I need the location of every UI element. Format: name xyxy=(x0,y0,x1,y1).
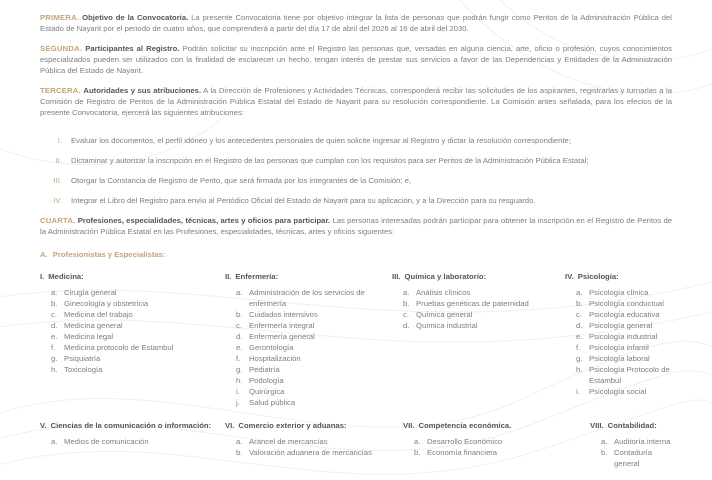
attribution-2-text: Dictaminar y autorizar la inscripción en el Registro de las personas que cumplan con los requisitos para ser Peritos de la Administración Pública Estatal; xyxy=(71,156,589,165)
column-psicologia xyxy=(565,271,672,397)
attribution-item-4 xyxy=(40,195,640,206)
section-cuarta-title: Profesiones, especialidades, técnicas, artes y oficios para participar. xyxy=(77,216,331,225)
section-primera-body: La presente Convocatoria tiene por objetivo integrar la lista de personas que podrán fungir como Peritos de la Administración Pública del Estado de Nayarit por el periodo de cuatro años, que comprenderá a partir del día 17 de abril del 2026 al 16 de abril del 2030. xyxy=(40,13,672,33)
section-tercera-body: A la Dirección de Profesiones y Actividades Técnicas, corresponderá recibir las solicitudes de los aspirantes, registrarlas y turnarlas a la Comisión de Registro de Peritos de la Administración Pública Estatal del Estado de Nayarit para su resolución correspondiente. La Comisión antes señalada, para los efectos de la presente Convocatoria, ejercerá las siguientes atribuciones: xyxy=(40,86,673,117)
column-contabilidad-header xyxy=(590,420,672,431)
profession-item: i. Psicología social xyxy=(576,387,647,396)
profession-item: a. Medios de comunicación xyxy=(51,437,149,446)
column-enfermeria xyxy=(225,271,387,408)
attribution-item-2 xyxy=(40,155,640,166)
profession-item: b. Cuidados intensivos xyxy=(236,310,318,319)
column-comercio-exterior xyxy=(225,420,398,458)
column-psicologia-numeral: IV. xyxy=(565,272,574,281)
attribution-4-text: Integrar el Libro del Registro para envío al Periódico Oficial del Estado de Nayarit para su aplicación, y a la Dirección para su resguardo. xyxy=(71,196,536,205)
profession-item: a. Administración de los servicios de enfermería xyxy=(236,288,365,308)
professions-grid-row-2 xyxy=(40,420,672,480)
profession-item: c. Medicina del trabajo xyxy=(51,310,133,319)
profession-item: c. Enfermería integral xyxy=(236,321,315,330)
professions-grid-row-1 xyxy=(40,271,672,409)
column-comercio-exterior-title: Comercio exterior y aduanas: xyxy=(238,421,347,430)
section-segunda-numeral: SEGUNDA. xyxy=(40,44,83,53)
column-enfermeria-title: Enfermería: xyxy=(235,272,279,281)
category-a-title: Profesionistas y Especialistas: xyxy=(52,250,166,259)
attribution-item-1 xyxy=(40,135,640,146)
column-competencia-economica-numeral: VII. xyxy=(403,421,415,430)
attribution-1-text: Evaluar los documentos, el perfil idóneo y los antecedentes personales de quien solicite ingresar al Registro y dictar la resolución correspondiente; xyxy=(71,136,571,145)
column-comercio-exterior-numeral: VI. xyxy=(225,421,235,430)
profession-item: h. Podología xyxy=(236,376,284,385)
profession-item: g. Psicología laboral xyxy=(576,354,650,363)
profession-item: j. Salud pública xyxy=(236,398,296,407)
profession-item: f. Medicina protocolo de Estambul xyxy=(51,343,174,352)
profession-item: b. Psicología conductual xyxy=(576,299,664,308)
column-comunicacion xyxy=(40,420,220,447)
profession-item: a. Análisis clínicos xyxy=(403,288,471,297)
profession-item: d. Medicina general xyxy=(51,321,123,330)
column-quimica-title: Química y laboratorio: xyxy=(404,272,487,281)
section-cuarta-body: Las personas interesadas podrán participar para obtener la inscripción en el Registro de Peritos de la Administración Pública Estatal en las Profesiones, especialidades, técnicas, artes y oficios siguientes: xyxy=(40,216,672,236)
profession-item: g. Psiquiatría xyxy=(51,354,101,363)
section-primera-title: Objetivo de la Convocatoria. xyxy=(82,13,189,22)
column-contabilidad xyxy=(590,420,672,469)
profession-item: c. Psicología educativa xyxy=(576,310,660,319)
attribution-2-numeral: II. xyxy=(55,156,62,165)
attribution-3-numeral: III. xyxy=(53,176,62,185)
column-contabilidad-numeral: VIII. xyxy=(590,421,604,430)
attribution-item-3 xyxy=(40,175,640,186)
profession-item: a. Cirugía general xyxy=(51,288,117,297)
profession-item: e. Gerontología xyxy=(236,343,294,352)
column-comunicacion-title: Ciencias de la comunicación o información: xyxy=(50,421,212,430)
section-segunda xyxy=(40,43,672,76)
profession-item: g. Pediatría xyxy=(236,365,280,374)
profession-item: e. Medicina legal xyxy=(51,332,114,341)
attribution-3-text: Otorgar la Constancia de Registro de Perito, que será firmada por los integrantes de la Comisión; e, xyxy=(71,176,412,185)
profession-item: a. Psicología clínica xyxy=(576,288,649,297)
column-psicologia-header xyxy=(565,271,672,282)
profession-item: a. Desarrollo Económico xyxy=(414,437,503,446)
column-enfermeria-numeral: II. xyxy=(225,272,232,281)
section-primera-numeral: PRIMERA. xyxy=(40,13,80,22)
attribution-1-numeral: I. xyxy=(57,136,62,145)
column-medicina xyxy=(40,271,220,375)
column-comercio-exterior-header xyxy=(225,420,398,431)
profession-item: d. Psicología general xyxy=(576,321,653,330)
column-medicina-header xyxy=(40,271,220,282)
column-enfermeria-header xyxy=(225,271,387,282)
profession-item: a. Auditoría interna xyxy=(601,437,671,446)
document-content xyxy=(40,12,672,480)
profession-item: b. Contaduría general xyxy=(601,448,653,468)
category-a-label: A. xyxy=(40,250,48,259)
profession-item: b. Valoración aduanera de mercancías xyxy=(236,448,372,457)
section-cuarta xyxy=(40,215,672,237)
section-tercera-title: Autoridades y sus atribuciones. xyxy=(83,86,202,95)
column-competencia-economica-title: Competencia económica. xyxy=(418,421,512,430)
column-competencia-economica-header xyxy=(403,420,590,431)
column-comunicacion-numeral: V. xyxy=(40,421,47,430)
column-quimica-numeral: III. xyxy=(392,272,401,281)
profession-item: a. Arancel de mercancías xyxy=(236,437,328,446)
attribution-4-numeral: IV. xyxy=(53,196,62,205)
profession-item: b. Pruebas genéticas de paternidad xyxy=(403,299,529,308)
column-competencia-economica xyxy=(403,420,590,458)
section-tercera-numeral: TERCERA. xyxy=(40,86,81,95)
profession-item: h. Psicología Protocolo de Estambul xyxy=(576,365,670,385)
section-primera xyxy=(40,12,672,34)
profession-item: c. Química general xyxy=(403,310,473,319)
profession-item: h. Toxicología xyxy=(51,365,103,374)
profession-item: f. Hospitalización xyxy=(236,354,301,363)
section-segunda-title: Participantes al Registro. xyxy=(85,44,180,53)
profession-item: d. Química industrial xyxy=(403,321,478,330)
profession-item: e. Psicología industrial xyxy=(576,332,658,341)
column-medicina-title: Medicina: xyxy=(48,272,84,281)
column-contabilidad-title: Contabilidad: xyxy=(607,421,657,430)
section-tercera xyxy=(40,85,672,118)
profession-item: d. Enfermería general xyxy=(236,332,315,341)
profession-item: f. Psicología infantil xyxy=(576,343,649,352)
section-segunda-body: Podrán solicitar su inscripción ante el Registro las personas que, versadas en alguna ciencia, arte, oficio o profesión, cuyos conocimientos especializados pueden ser utilizados con la finalidad de esclarecer un hecho, tengan interés de prestar sus servicios a favor de las Dependencias y Entidades de la Administración Pública del Estado de Nayarit. xyxy=(40,44,672,75)
column-psicologia-title: Psicología: xyxy=(577,272,619,281)
column-comunicacion-header xyxy=(40,420,220,431)
profession-item: i. Quirúrgica xyxy=(236,387,285,396)
column-quimica-header xyxy=(392,271,560,282)
profession-item: b. Economía financiera xyxy=(414,448,498,457)
section-cuarta-numeral: CUARTA. xyxy=(40,216,76,225)
column-medicina-numeral: I. xyxy=(40,272,45,281)
attributions-list xyxy=(40,135,640,206)
profession-item: b. Ginecología y obstetricia xyxy=(51,299,149,308)
column-quimica xyxy=(392,271,560,331)
category-a-heading xyxy=(40,249,672,260)
